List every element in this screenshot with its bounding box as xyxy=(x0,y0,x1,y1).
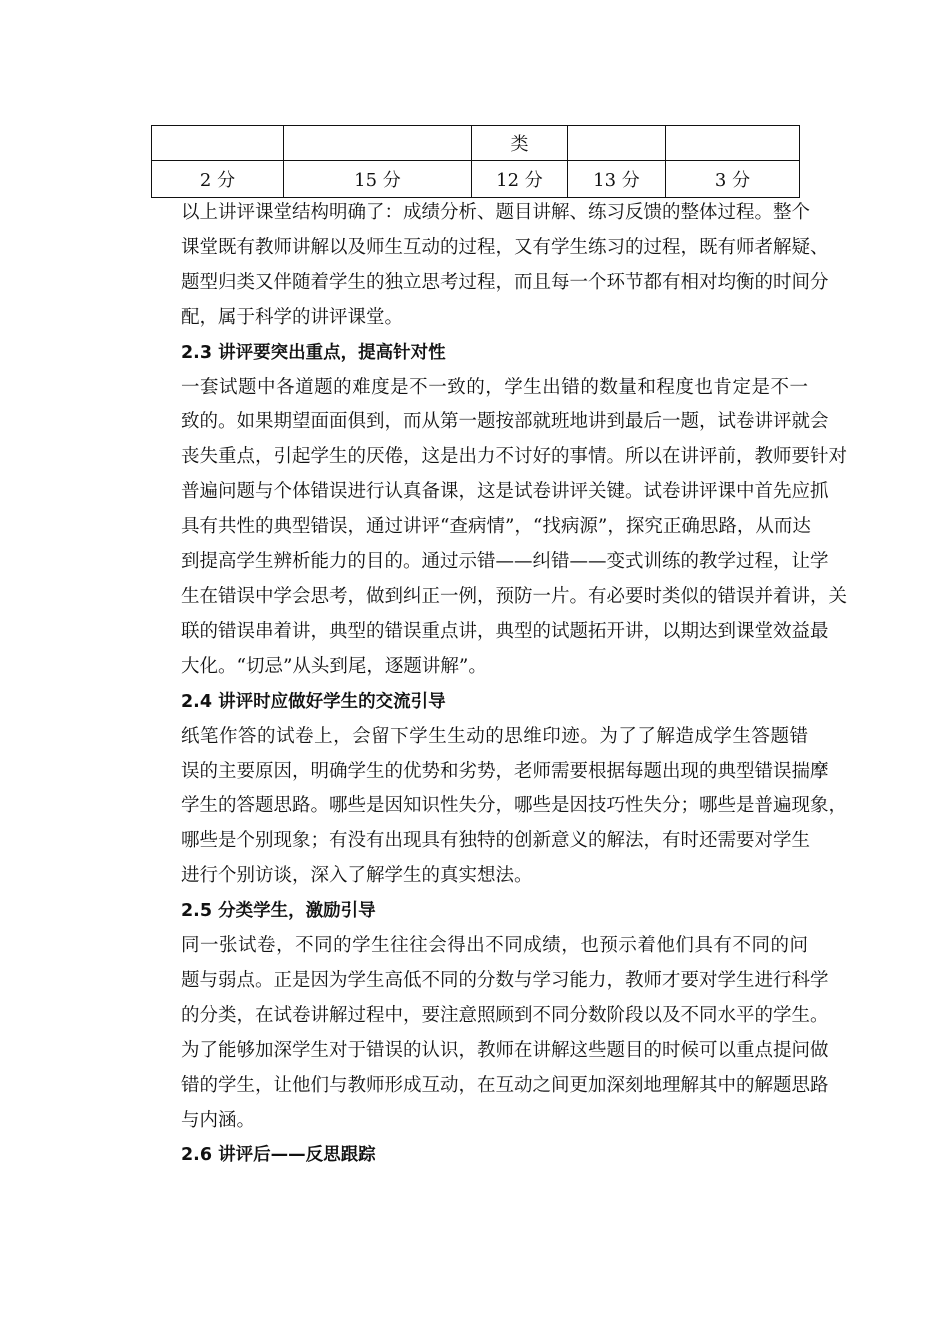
table-cell xyxy=(152,126,284,161)
text-line: 具有共性的典型错误，通过讲评“查病情”，“找病源”，探究正确思路，从而达 xyxy=(181,516,811,538)
table-cell xyxy=(666,126,800,161)
paragraph-focus xyxy=(144,371,848,685)
table-row xyxy=(152,126,800,161)
text-line: 为了能够加深学生对于错误的认识，教师在讲解这些题目的时候可以重点提问做 xyxy=(181,1039,829,1061)
table-cell: 13 分 xyxy=(568,161,666,198)
text-line: 配，属于科学的讲评课堂。 xyxy=(181,306,404,328)
text-line: 进行个别访谈，深入了解学生的真实想法。 xyxy=(181,865,533,887)
paragraph-classification xyxy=(144,929,829,1138)
section-heading-2-3: 2.3 讲评要突出重点，提高针对性 xyxy=(181,342,446,363)
text-line: 生在错误中学会思考，做到纠正一例，预防一片。有必要时类似的错误并着讲，关 xyxy=(181,585,848,607)
text-line: 致的。如果期望面面俱到，而从第一题按部就班地讲到最后一题，试卷讲评就会 xyxy=(181,411,829,433)
text-line: 题与弱点。正是因为学生高低不同的分数与学习能力，教师才要对学生进行科学 xyxy=(181,969,829,991)
text-line: 哪些是个别现象；有没有出现具有独特的创新意义的解法，有时还需要对学生 xyxy=(181,830,811,852)
time-allocation-table xyxy=(151,125,800,198)
table-cell: 2 分 xyxy=(152,161,284,198)
section-heading-2-5: 2.5 分类学生，激励引导 xyxy=(181,901,376,922)
text-line: 大化。“切忌”从头到尾，逐题讲解”。 xyxy=(181,655,487,677)
table-row xyxy=(152,161,800,198)
table-cell: 3 分 xyxy=(666,161,800,198)
paragraph-summary xyxy=(144,196,829,336)
text-line: 丧失重点，引起学生的厌倦，这是出力不讨好的事情。所以在讲评前，教师要针对 xyxy=(181,446,848,468)
table-cell xyxy=(284,126,472,161)
text-line: 联的错误串着讲，典型的错误重点讲，典型的试题拓开讲，以期达到课堂效益最 xyxy=(181,620,829,642)
text-line: 的分类，在试卷讲解过程中，要注意照顾到不同分数阶段以及不同水平的学生。 xyxy=(181,1004,829,1026)
text-line: 题型归类又伴随着学生的独立思考过程，而且每一个环节都有相对均衡的时间分 xyxy=(181,271,829,293)
section-heading-2-4: 2.4 讲评时应做好学生的交流引导 xyxy=(181,691,446,712)
text-line: 错的学生，让他们与教师形成互动，在互动之间更加深刻地理解其中的解题思路 xyxy=(181,1074,829,1096)
text-line: 到提高学生辨析能力的目的。通过示错——纠错——变式训练的教学过程，让学 xyxy=(181,551,829,573)
table-cell xyxy=(568,126,666,161)
text-line: 课堂既有教师讲解以及师生互动的过程，又有学生练习的过程，既有师者解疑、 xyxy=(181,236,829,258)
text-line: 学生的答题思路。哪些是因知识性失分，哪些是因技巧性失分；哪些是普遍现象， xyxy=(181,795,848,817)
paragraph-communication xyxy=(144,720,848,895)
text-line: 同一张试卷，不同的学生往往会得出不同成绩，也预示着他们具有不同的问 xyxy=(181,935,808,957)
section-heading-2-6: 2.6 讲评后——反思跟踪 xyxy=(181,1145,376,1166)
table-cell: 15 分 xyxy=(284,161,472,198)
text-line: 误的主要原因，明确学生的优势和劣势，老师需要根据每题出现的典型错误揣摩 xyxy=(181,760,829,782)
text-line: 纸笔作答的试卷上，会留下学生生动的思维印迹。为了了解造成学生答题错 xyxy=(181,725,808,747)
text-line: 以上讲评课堂结构明确了：成绩分析、题目讲解、练习反馈的整体过程。整个 xyxy=(181,202,811,223)
table-cell: 12 分 xyxy=(472,161,568,198)
text-line: 普遍问题与个体错误进行认真备课，这是试卷讲评关键。试卷讲评课中首先应抓 xyxy=(181,481,829,503)
text-line: 与内涵。 xyxy=(181,1109,256,1131)
table-cell: 类 xyxy=(472,126,568,161)
text-line: 一套试题中各道题的难度是不一致的，学生出错的数量和程度也肯定是不一 xyxy=(181,376,808,398)
body-text xyxy=(144,196,848,1173)
